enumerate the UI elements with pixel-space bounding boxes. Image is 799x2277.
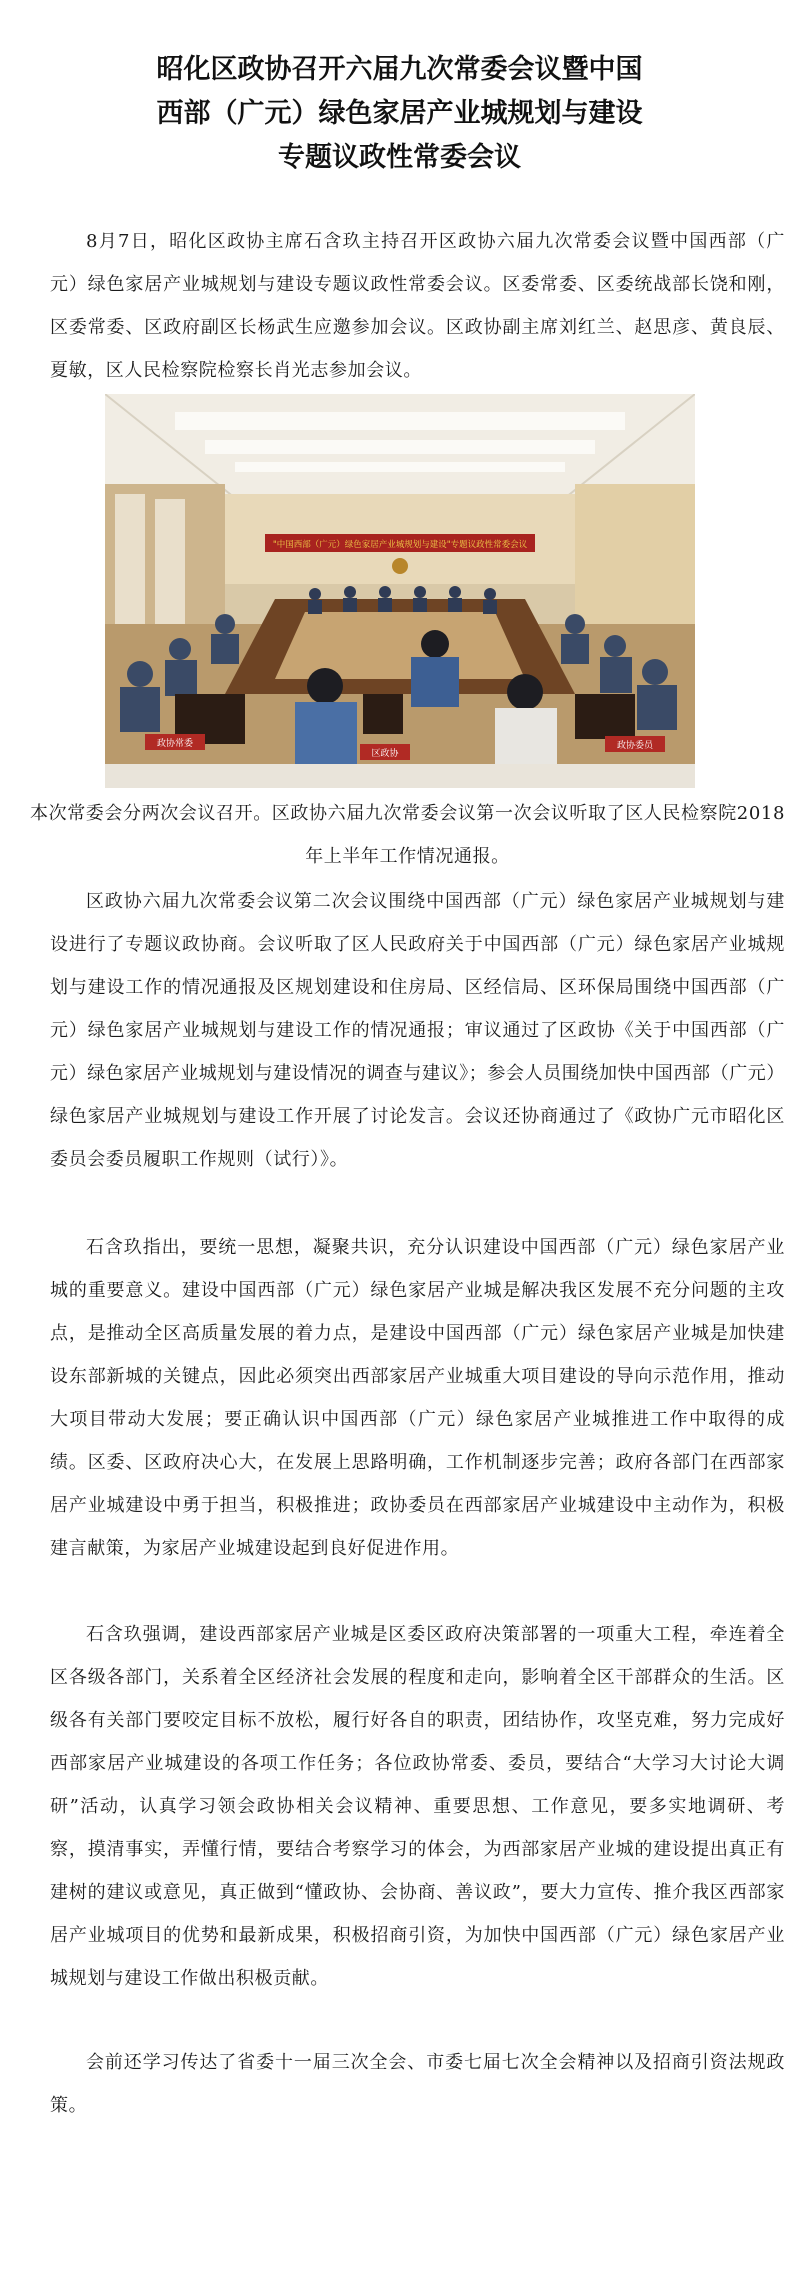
title-line-1: 昭化区政协召开六届九次常委会议暨中国 — [156, 54, 643, 85]
photo-caption: 本次常委会分两次会议召开。区政协六届九次常委会议第一次会议听取了区人民检察院2018年上半年工作情况通报。 — [30, 803, 786, 867]
title-line-2: 西部（广元）绿色家居产业城规划与建设 — [156, 98, 643, 129]
nameplate-1: 政协常委 — [156, 739, 194, 749]
paragraph-shi-hanjiu-emphasis: 石含玖强调，建设西部家居产业城是区委区政府决策部署的一项重大工程，牵连着全区各级各部门，关系着全区经济社会发展的程度和走向，影响着全区干部群众的生活。区级各有关部门要咬定目标不放松，履行好各自的职责，团结协作，攻坚克难，努力完成好西部家居产业城建设的各项工作任务；各位政协常委、委员，要结合“大学习大讨论大调研”活动，认真学习领会政协相关会议精神、重要思想、工作意见，要多实地调研、考察，摸清事实，弄懂行情，要结合考察学习的体会，为西部家居产业城的建设提出真正有建树的建议或意见，真正做到“懂政协、会协商、善议政”，要大力宣传、推介我区西部家居产业城项目的优势和最新成果，积极招商引资，为加快中国西部（广元）绿色家居产业城规划与建设工作做出积极贡献。 — [50, 1624, 785, 1989]
nameplate-3: 政协委员 — [616, 741, 654, 751]
paragraph-intro: 8月7日，昭化区政协主席石含玖主持召开区政协六届九次常委会议暨中国西部（广元）绿色家居产业城规划与建设专题议政性常委会议。区委常委、区委统战部长饶和刚，区委常委、区政府副区长杨武生应邀参加会议。区政协副主席刘红兰、赵思彦、黄良辰、夏敏，区人民检察院检察长肖光志参加会议。 — [50, 231, 785, 381]
banner-text: "中国西部（广元）绿色家居产业城规划与建设"专题议政性常委会议 — [272, 540, 528, 550]
paragraph-shi-hanjiu-points: 石含玖指出，要统一思想，凝聚共识，充分认识建设中国西部（广元）绿色家居产业城的重要意义。建设中国西部（广元）绿色家居产业城是解决我区发展不充分问题的主攻点，是推动全区高质量发展的着力点，是建设中国西部（广元）绿色家居产业城是加快建设东部新城的关键点，因此必须突出西部家居产业城重大项目建设的导向示范作用，推动大项目带动大发展；要正确认识中国西部（广元）绿色家居产业城推进工作中取得的成绩。区委、区政府决心大，在发展上思路明确，工作机制逐步完善；政府各部门在西部家居产业城建设中勇于担当，积极推进；政协委员在西部家居产业城建设中主动作为，积极建言献策，为家居产业城建设起到良好促进作用。 — [50, 1237, 785, 1559]
meeting-photo — [105, 394, 695, 788]
nameplate-2: 区政协 — [371, 749, 399, 759]
paragraph-second-meeting: 区政协六届九次常委会议第二次会议围绕中国西部（广元）绿色家居产业城规划与建设进行了专题议政协商。会议听取了区人民政府关于中国西部（广元）绿色家居产业城规划与建设工作的情况通报及区规划建设和住房局、区经信局、区环保局围绕中国西部（广元）绿色家居产业城规划与建设工作的情况通报；审议通过了区政协《关于中国西部（广元）绿色家居产业城规划与建设情况的调查与建议》；参会人员围绕加快中国西部（广元）绿色家居产业城规划与建设工作开展了讨论发言。会议还协商通过了《政协广元市昭化区委员会委员履职工作规则（试行）》。 — [50, 891, 785, 1170]
paragraph-closing: 会前还学习传达了省委十一届三次全会、市委七届七次全会精神以及招商引资法规政策。 — [50, 2052, 785, 2116]
title-line-3: 专题议政性常委会议 — [278, 142, 521, 173]
banner — [265, 534, 535, 552]
article-title — [0, 48, 799, 180]
